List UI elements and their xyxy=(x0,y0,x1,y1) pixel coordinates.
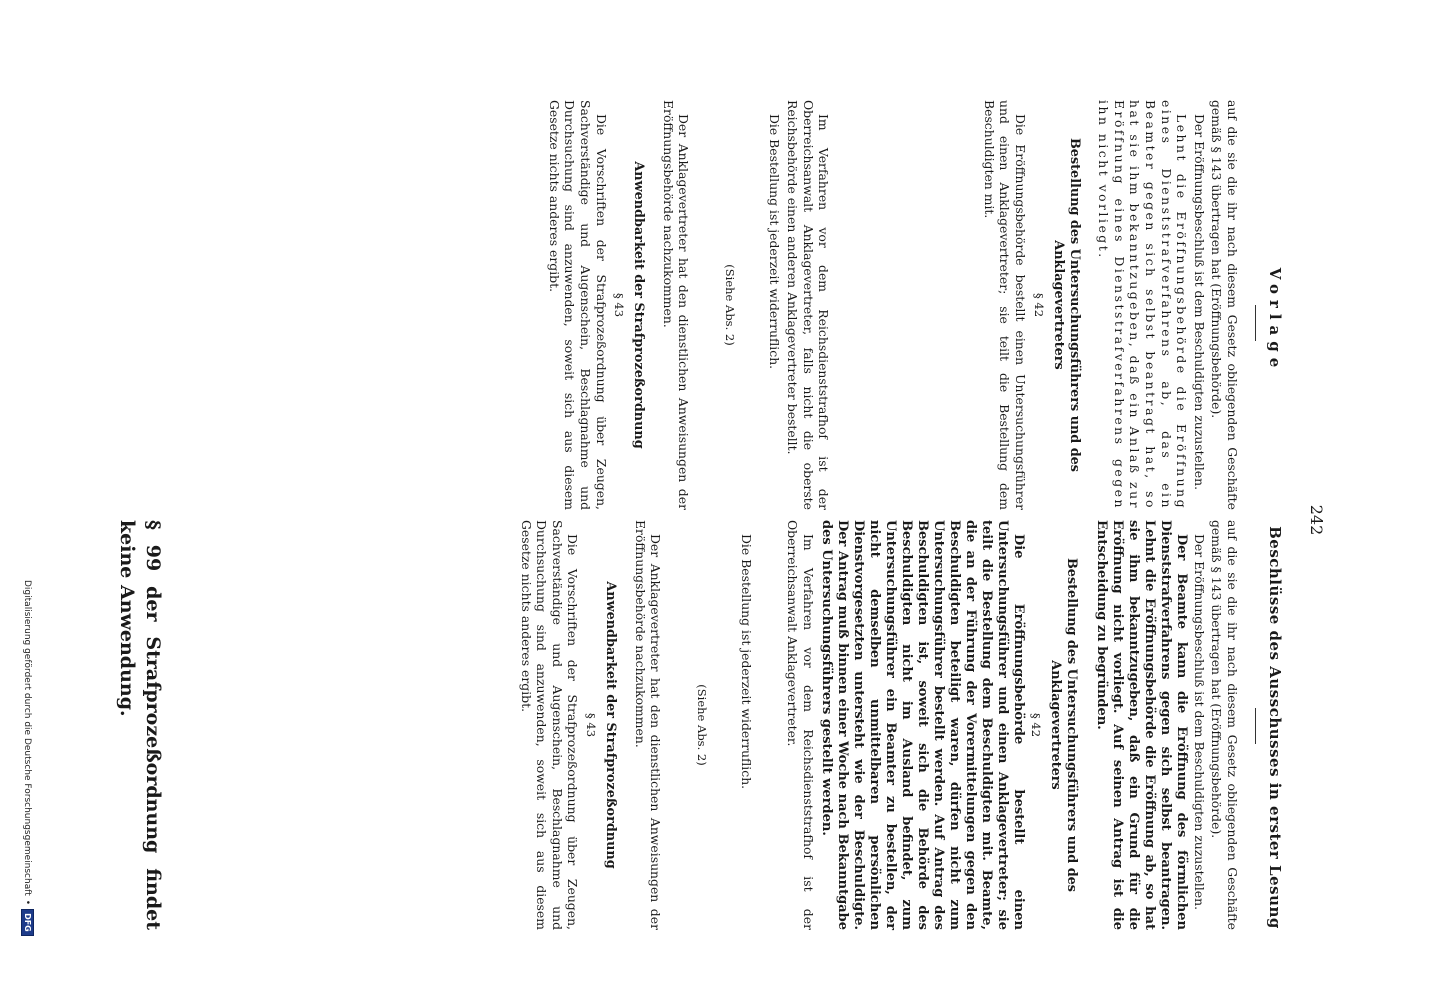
strafprozessordnung-footer-note: § 99 der Strafprozeßordnung findet keine Anwendung. xyxy=(116,520,164,930)
right-paragraph-5: Im Verfahren vor dem Reichsdienststrafhof ist der Oberreichsanwalt Anklagevertreter. xyxy=(785,520,816,930)
right-paragraph-4: Die Eröffnungsbehörde bestellt einen Untersuchungsführer und einen Anklagevertreter; sie teilt die Bestellung dem Beschuldigten mit. Beamte, die an der Führung der Vorermittelungen gegen den Beschuldigten beteiligt waren, dürfen nicht zum Untersuchungsführer bestellt werden. Auf Antrag des Beschuldigten ist, soweit sich die Behörde des Beschuldigten nicht im Ausland befindet, zum Untersuchungsführer ein Beamter zu bestellen, der nicht demselben unmittelbaren persönlichen Dienstvorgesetzten untersteht wie der Beschuldigte. Der Antrag muß binnen einer Woche nach Bekanntgabe des Untersuchungsführers gestellt werden. xyxy=(818,520,1026,930)
right-paragraph-8: Die Vorschriften der Strafprozeßordnung über Zeugen, Sachverständige und Augenschein, Beschlagnahme und Durchsuchung sind anzuwenden, soweit sich aus diesem Gesetze nichts anderes ergibt. xyxy=(518,520,581,930)
left-paragraph-8: Die Vorschriften der Strafprozeßordnung über Zeugen, Sachverständige und Augenschein, Beschlagnahme und Durchsuchung sind anzuwenden, soweit sich aus diesem Gesetze nichts anderes ergibt. xyxy=(546,100,609,510)
left-heading-section-43: Anwendbarkeit der Strafprozeßordnung xyxy=(631,161,647,449)
left-paragraph-7: Der Anklagevertreter hat den dienstlichen Anweisungen der Eröffnungsbehörde nachzukommen. xyxy=(660,100,692,510)
left-column-draft-text xyxy=(544,100,1240,510)
left-paragraph-6: Die Bestellung ist jederzeit widerruflich. xyxy=(767,114,783,370)
left-section-42-number: § 42 xyxy=(1031,292,1046,318)
right-paragraph-2: Der Eröffnungsbeschluß ist dem Beschuldigten zuzustellen. xyxy=(1191,534,1207,911)
left-section-43-number: § 43 xyxy=(612,292,627,318)
right-paragraph-3: Der Beamte kann die Eröffnung des förmlichen Dienststrafverfahrens gegen sich selbst beantragen. Lehnt die Eröffnungsbehörde die Eröffnung ab, so hat sie ihm bekanntzugeben, daß ein Grund für die Eröffnung nicht vorliegt. Auf seinen Antrag ist die Entscheidung zu begründen. xyxy=(1094,520,1190,930)
right-section-43-number: § 43 xyxy=(584,712,599,738)
right-paragraph-7: Der Anklagevertreter hat den dienstlichen Anweisungen der Eröffnungsbehörde nachzukommen. xyxy=(632,520,664,930)
left-paragraph-4: Die Eröffnungsbehörde bestellt einen Untersuchungsführer und einen Anklagevertreter; sie teilt die Bestellung dem Beschuldigten mit. xyxy=(981,100,1029,510)
left-header-rule xyxy=(1255,305,1256,341)
right-heading-section-43: Anwendbarkeit der Strafprozeßordnung xyxy=(603,581,619,869)
left-paragraph-3: Lehnt die Eröffnungsbehörde die Eröffnung eines Dienststrafverfahrens ab, das ein Beamter gegen sich selbst beantragt hat, so hat sie ihm bekanntzugeben, daß ein Anlaß zur Eröffnung eines Dienststrafverfahrens gegen ihn nicht vorliegt. xyxy=(1096,100,1190,510)
left-siehe-note: (Siehe Abs. 2) xyxy=(722,264,737,346)
left-column-header: Vorlage xyxy=(1266,267,1284,374)
right-column-committee-text xyxy=(516,520,1240,930)
right-section-42-number: § 42 xyxy=(1029,712,1044,738)
left-heading-section-42: Bestellung des Untersuchungsführers und des Anklagevertreters xyxy=(1050,137,1082,473)
left-paragraph-2: Der Eröffnungsbeschluß ist dem Beschuldigten zuzustellen. xyxy=(1191,114,1207,491)
page-number: 242 xyxy=(1307,504,1326,536)
right-header-rule xyxy=(1255,708,1256,744)
digitization-credit xyxy=(21,580,34,1000)
right-paragraph-6: Die Bestellung ist jederzeit widerruflich. xyxy=(739,534,755,790)
left-paragraph-5: Im Verfahren vor dem Reichsdienststrafhof ist der Oberreichsanwalt Anklagevertreter, falls nicht die oberste Reichsbehörde einen anderen Anklagevertreter bestellt. xyxy=(785,100,832,510)
right-siehe-note: (Siehe Abs. 2) xyxy=(694,684,709,766)
left-paragraph-1: auf die sie die ihr nach diesem Gesetz obliegenden Geschäfte gemäß § 143 übertragen hat (Eröffnungsbehörde). xyxy=(1209,100,1240,510)
right-paragraph-1: auf die sie die ihr nach diesem Gesetz obliegenden Geschäfte gemäß § 143 übertragen hat (Eröffnungsbehörde). xyxy=(1209,520,1240,930)
dfg-separator: • xyxy=(22,899,33,906)
right-column-header: Beschlüsse des Ausschusses in erster Lesung xyxy=(1266,526,1284,929)
dfg-logo: DFG xyxy=(21,909,34,936)
digitization-credit-text: Digitalisierung gefördert durch die Deutsche Forschungsgemeinschaft xyxy=(22,580,33,896)
right-heading-section-42: Bestellung des Untersuchungsführers und des Anklagevertreters xyxy=(1048,557,1080,893)
